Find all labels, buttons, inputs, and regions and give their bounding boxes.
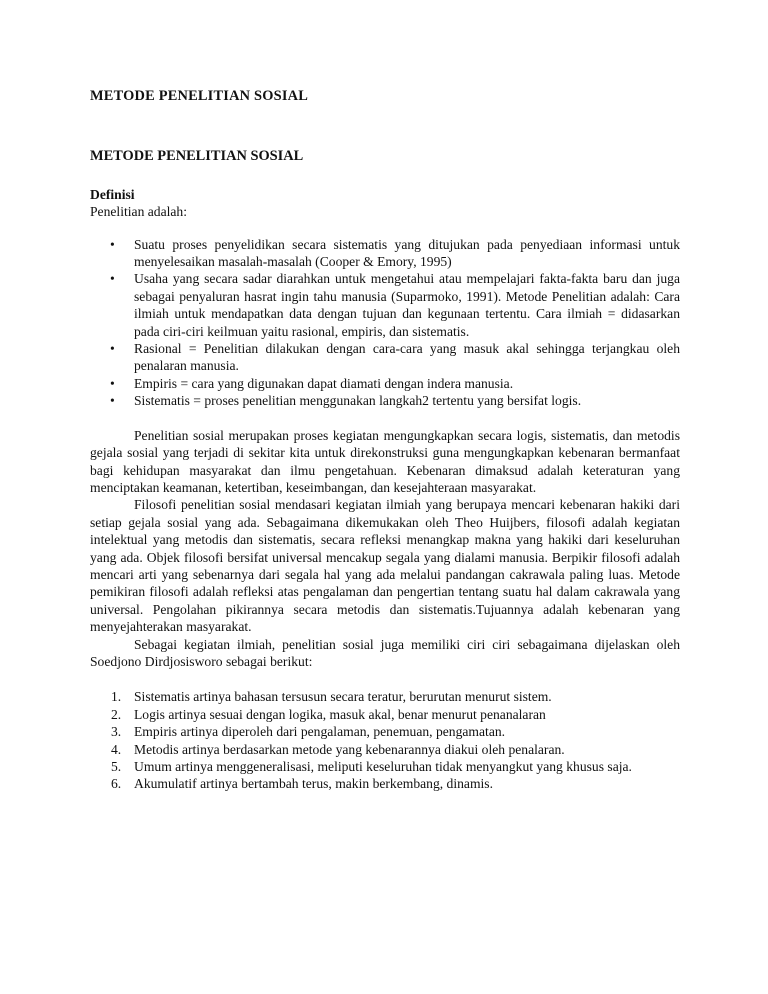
list-number: 3. [111,724,122,740]
list-item-text: Suatu proses penyelidikan secara sistematis yang ditujukan pada penyediaan informasi untuk menyelesaikan masalah-masalah (Cooper & Emory, 1995) [134,236,680,270]
paragraph-filosofi: Filosofi penelitian sosial mendasari kegiatan ilmiah yang berupaya mencari kebenaran hakiki dari setiap gejala sosial yang ada. Sebagaimana dikemukakan oleh Theo Huijbers, filosofi adalah kegiatan intelektual yang metodis dan sistematis, secara refleksi menangkap makna yang hakiki dari keseluruhan yang ada. Objek filosofi bersifat universal mencakup segala yang dialami manusia. Berpikir filosofi adalah mencari arti yang sebenarnya dari segala hal yang ada melalui pandangan cakrawala paling luas. Metode pemikiran filosofi adalah refleksi atas pengalaman dan pengertian tentang suatu hal dalam cakrawala yang universal. Pengolahan pikirannya secara metodis dan sistematis.Tujuannya adalah kebenaran yang menyejahterakan masyarakat. [90,497,680,635]
list-item [90,236,680,271]
document-title: METODE PENELITIAN SOSIAL [90,88,309,104]
bullet-icon: • [110,271,115,287]
list-item [90,688,680,705]
list-number: 1. [111,689,122,705]
list-item-text: Sistematis = proses penelitian menggunakan langkah2 tertentu yang bersifat logis. [134,393,582,409]
list-item [90,758,680,775]
list-item-text: Empiris = cara yang digunakan dapat diamati dengan indera manusia. [134,375,514,391]
list-item-text: Metodis artinya berdasarkan metode yang kebenarannya diakui oleh penalaran. [134,741,565,757]
list-item [90,270,680,340]
section-title: METODE PENELITIAN SOSIAL [90,148,304,165]
list-number: 2. [111,706,122,722]
paragraph-ciri-ciri: Sebagai kegiatan ilmiah, penelitian sosial juga memiliki ciri ciri sebagaimana dijelaskan oleh Soedjono Dirdjosisworo sebagai berikut: [90,636,680,669]
list-item-text: Rasional = Penelitian dilakukan dengan cara-cara yang masuk akal sehingga terjangkau oleh penalaran manusia. [134,341,680,374]
bullet-icon: • [110,236,115,252]
list-number: 4. [111,741,122,757]
list-item-text: Empiris artinya diperoleh dari pengalaman, penemuan, pengamatan. [134,724,506,740]
list-item [90,723,680,740]
characteristics-list [90,688,680,792]
list-item-text: Logis artinya sesuai dengan logika, masuk akal, benar menurut penanalaran [134,706,546,722]
definition-heading: Definisi [90,186,135,202]
list-item-text: Umum artinya menggeneralisasi, meliputi keseluruhan tidak menyangkut yang khusus saja. [134,759,632,774]
list-item-text: Sistematis artinya bahasan tersusun secara teratur, berurutan menurut sistem. [134,689,552,705]
bullet-icon: • [110,393,115,409]
list-number: 5. [111,759,122,774]
paragraph-penelitian-sosial: Penelitian sosial merupakan proses kegiatan mengungkapkan secara logis, sistematis, dan metodis gejala sosial yang terjadi di sekitar kita untuk direkonstruksi guna mengungkapkan kebenaran bermanfaat bagi kehidupan masyarakat dan ilmu pengetahuan. Kebenaran dimaksud adalah keteraturan yang menciptakan keamanan, ketertiban, keseimbangan, dan kesejahteraan masyarakat. [90,427,680,495]
list-item [90,741,680,758]
list-item-text: Akumulatif artinya bertambah terus, makin berkembang, dinamis. [134,776,493,792]
list-item [90,340,680,375]
list-item [90,392,680,409]
bullet-icon: • [110,375,115,391]
document-page [90,88,680,793]
list-number: 6. [111,776,122,792]
list-item [90,706,680,723]
list-item [90,775,680,792]
list-item-text: Usaha yang secara sadar diarahkan untuk mengetahui atau mempelajari fakta-fakta baru dan juga sebagai penyaluran hasrat ingin tahu manusia (Suparmoko, 1991). Metode Penelitian adalah: Cara ilmiah untuk mendapatkan data dengan tujuan dan kegunaan tertentu. Cara ilmiah = didasarkan pada ciri-ciri keilmuan yaitu rasional, empiris, dan sistematis. [134,271,680,339]
list-item [90,375,680,392]
definition-intro: Penelitian adalah: [90,204,188,220]
definition-list [90,236,680,410]
bullet-icon: • [110,341,115,357]
